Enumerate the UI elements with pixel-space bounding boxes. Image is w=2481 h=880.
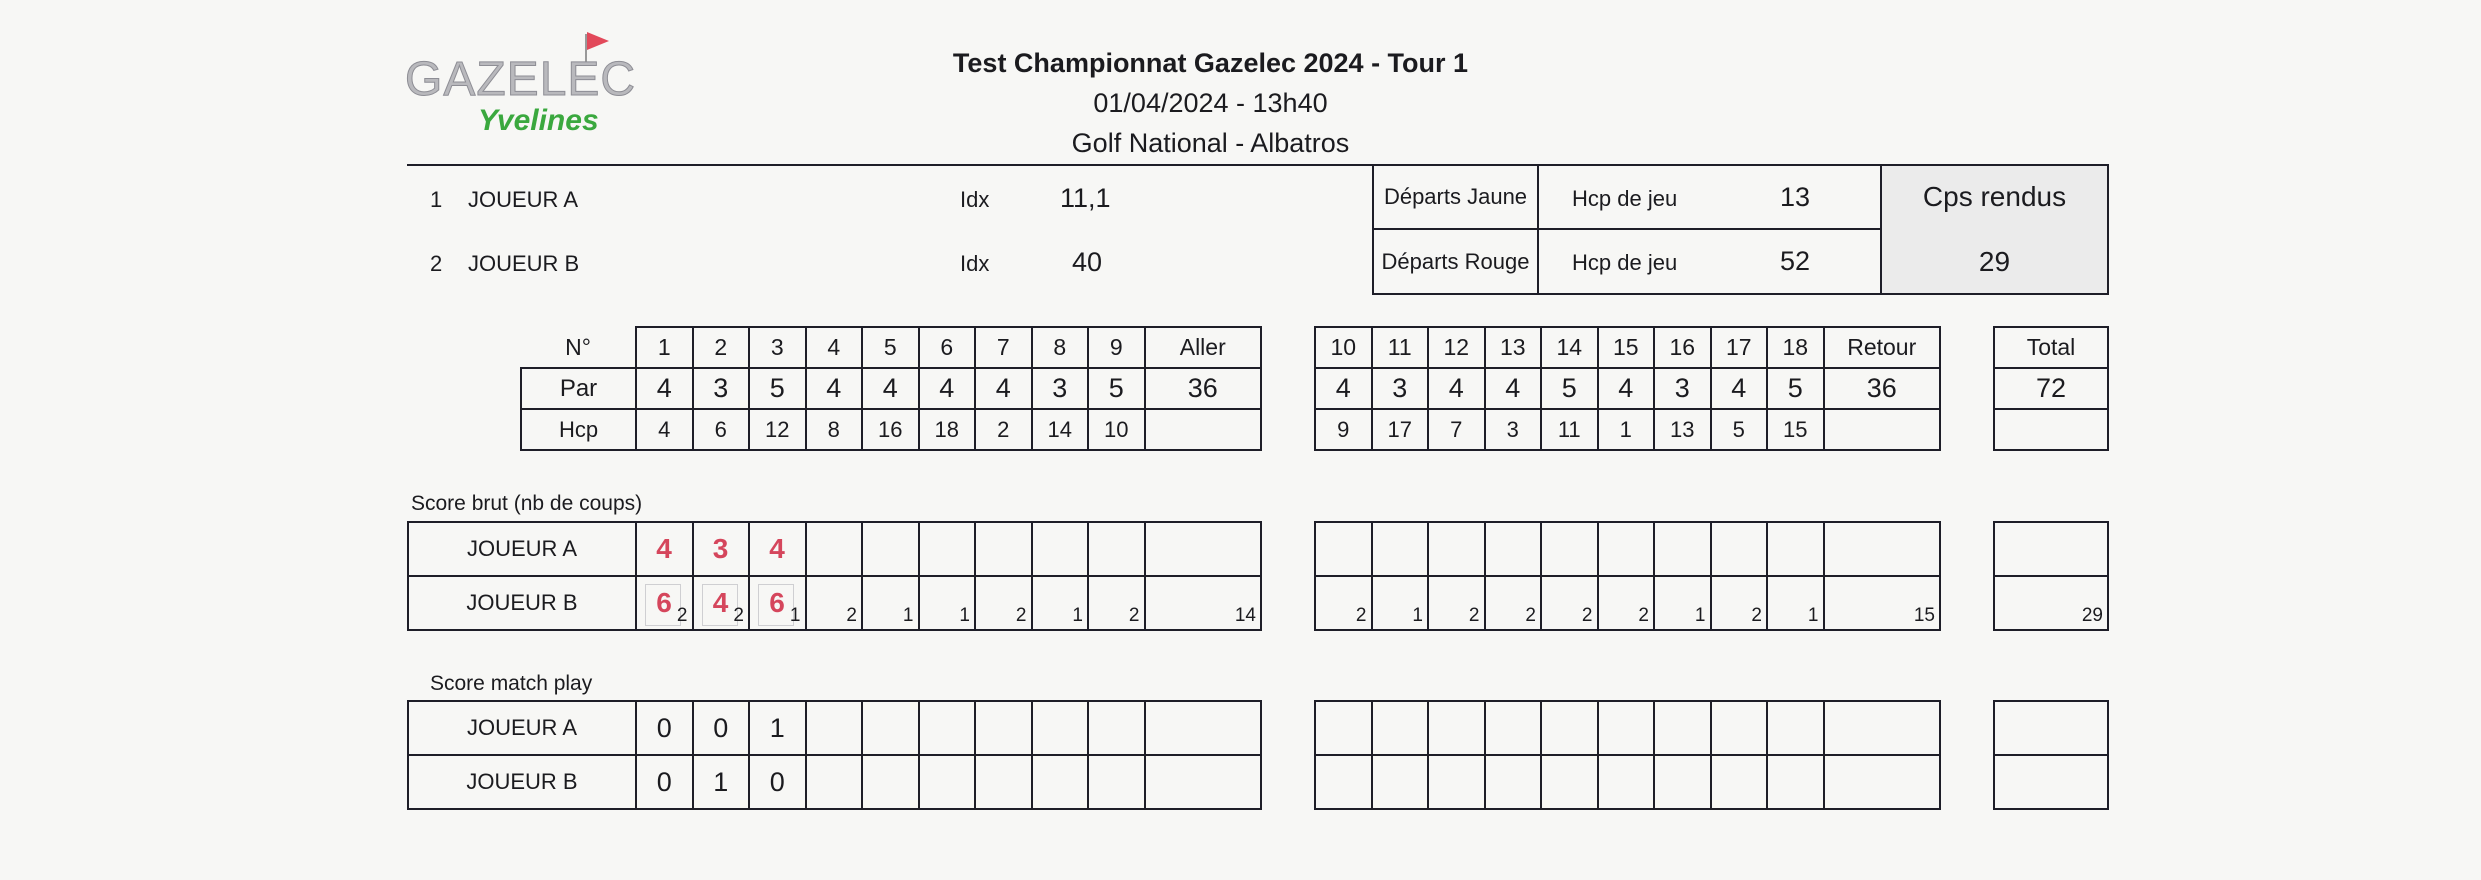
par-value: 3 <box>1372 368 1429 409</box>
hole-number: 14 <box>1541 327 1598 368</box>
par-value: 4 <box>975 368 1032 409</box>
strokes-given-label: Cps rendus <box>1922 181 2067 212</box>
player-2-playing-hcp: 52 <box>1780 246 1811 276</box>
hcp-in-empty <box>1824 409 1941 450</box>
gross-score-cell[interactable] <box>749 522 806 576</box>
par-value: 4 <box>806 368 863 409</box>
match-in-total <box>1824 755 1941 809</box>
tees-col-divider <box>1537 164 1539 295</box>
match-play-label: Score match play <box>430 672 593 695</box>
match-cell[interactable]: 0 <box>749 755 806 809</box>
hole-number: 2 <box>693 327 750 368</box>
match-play-table-in <box>1314 700 1941 810</box>
gross-score-cell[interactable] <box>1767 522 1824 576</box>
gross-total-b <box>1994 576 2108 630</box>
strokes-total: 29 <box>2081 605 2103 626</box>
match-cell[interactable] <box>1315 701 1372 755</box>
score-value: 4 <box>712 587 729 618</box>
par-value: 5 <box>1541 368 1598 409</box>
match-play-table-out <box>407 700 1262 810</box>
out-label: Aller <box>1145 327 1262 368</box>
par-value: 4 <box>636 368 693 409</box>
match-cell[interactable]: 0 <box>636 755 693 809</box>
gross-score-cell[interactable] <box>636 522 693 576</box>
gross-score-cell[interactable] <box>1315 576 1372 630</box>
par-value: 4 <box>1428 368 1485 409</box>
match-player-b-name: JOUEUR B <box>408 755 636 809</box>
par-value: 3 <box>693 368 750 409</box>
score-value: 6 <box>656 587 672 618</box>
course-table-total <box>1993 326 2109 451</box>
hcp-value: 18 <box>919 409 976 450</box>
hole-number: 6 <box>919 327 976 368</box>
hole-number: 9 <box>1088 327 1145 368</box>
hcp-value: 13 <box>1654 409 1711 450</box>
player-1-tees: Départs Jaune <box>1383 184 1528 209</box>
gross-score-cell[interactable] <box>1541 576 1598 630</box>
par-total: 72 <box>1994 368 2108 409</box>
hcp-value: 6 <box>693 409 750 450</box>
gross-score-table-total <box>1993 521 2109 631</box>
gross-score-cell[interactable] <box>636 576 693 630</box>
match-cell[interactable] <box>1088 701 1145 755</box>
match-cell[interactable] <box>1541 755 1598 809</box>
strokes-received: 2 <box>1355 605 1367 626</box>
match-total-b <box>1994 755 2108 809</box>
gross-out-total <box>1145 522 1262 576</box>
par-value: 4 <box>1315 368 1372 409</box>
match-cell[interactable] <box>1541 701 1598 755</box>
match-cell[interactable] <box>1654 755 1711 809</box>
match-cell[interactable] <box>1032 755 1089 809</box>
gross-score-cell[interactable] <box>975 522 1032 576</box>
par-value: 4 <box>1711 368 1768 409</box>
match-cell[interactable] <box>1767 701 1824 755</box>
gross-score-cell[interactable] <box>693 522 750 576</box>
score-value: 4 <box>656 533 672 564</box>
player-1-idx: 11,1 <box>1060 183 1111 213</box>
hole-number: 11 <box>1372 327 1429 368</box>
strokes-received: 2 <box>1015 605 1027 626</box>
par-value: 5 <box>749 368 806 409</box>
course-name: Golf National - Albatros <box>1071 128 1350 158</box>
gross-score-cell[interactable] <box>806 522 863 576</box>
par-value: 3 <box>1654 368 1711 409</box>
par-value: 4 <box>1485 368 1542 409</box>
gross-score-table-in <box>1314 521 1941 631</box>
strokes-received: 2 <box>1638 605 1649 626</box>
hole-number: 1 <box>636 327 693 368</box>
score-value: 3 <box>712 533 729 564</box>
gross-score-cell[interactable] <box>919 576 976 630</box>
gross-score-cell[interactable] <box>1711 576 1768 630</box>
gross-in-total <box>1824 576 1941 630</box>
match-play-table-total <box>1993 700 2109 810</box>
gross-score-label: Score brut (nb de coups) <box>411 492 643 515</box>
par-value: 4 <box>919 368 976 409</box>
player-2-tees: Départs Rouge <box>1381 248 1530 274</box>
player-1-playing-hcp: 13 <box>1780 182 1811 212</box>
gross-score-cell[interactable] <box>1711 522 1768 576</box>
logo-yvelines: Yvelines <box>478 104 599 137</box>
match-out-total <box>1145 755 1262 809</box>
match-cell[interactable] <box>1372 701 1429 755</box>
gross-score-cell[interactable] <box>749 576 806 630</box>
match-player-a-name: JOUEUR A <box>408 701 636 755</box>
gross-score-cell[interactable] <box>1541 522 1598 576</box>
hole-number: 5 <box>862 327 919 368</box>
match-cell[interactable] <box>1654 701 1711 755</box>
gross-total-a <box>1994 522 2108 576</box>
hole-number: 13 <box>1485 327 1542 368</box>
match-cell[interactable] <box>1711 755 1768 809</box>
par-value: 5 <box>1088 368 1145 409</box>
gross-score-cell[interactable] <box>1315 522 1372 576</box>
course-table-out <box>520 326 1262 451</box>
strokes-received: 1 <box>1807 605 1819 626</box>
hcp-value: 4 <box>636 409 693 450</box>
hcp-value: 10 <box>1088 409 1145 450</box>
gross-score-cell[interactable] <box>1088 522 1145 576</box>
hcp-value: 11 <box>1541 409 1598 450</box>
par-value: 4 <box>1598 368 1655 409</box>
match-cell[interactable]: 0 <box>693 701 750 755</box>
event-datetime: 01/04/2024 - 13h40 <box>1093 88 1328 118</box>
gross-score-cell[interactable] <box>1372 522 1429 576</box>
match-cell[interactable] <box>806 701 863 755</box>
gross-score-cell[interactable] <box>1032 576 1089 630</box>
gross-score-cell[interactable] <box>1088 576 1145 630</box>
match-in-total <box>1824 701 1941 755</box>
par-in-total: 36 <box>1824 368 1941 409</box>
strokes-received: 1 <box>1072 605 1083 626</box>
hole-number: 8 <box>1032 327 1089 368</box>
match-cell[interactable] <box>1032 701 1089 755</box>
strokes-received: 2 <box>733 605 744 626</box>
match-cell[interactable] <box>1767 755 1824 809</box>
hcp-value: 3 <box>1485 409 1542 450</box>
hcp-value: 9 <box>1315 409 1372 450</box>
hcp-total-empty <box>1994 409 2108 450</box>
gross-score-cell[interactable] <box>1372 576 1429 630</box>
score-value: 4 <box>769 533 785 564</box>
match-cell[interactable] <box>1088 755 1145 809</box>
in-label: Retour <box>1824 327 1941 368</box>
match-cell[interactable]: 0 <box>636 701 693 755</box>
par-label: Par <box>521 368 636 409</box>
hole-number: 3 <box>749 327 806 368</box>
gross-score-table-out <box>407 521 1262 631</box>
match-cell[interactable]: 1 <box>693 755 750 809</box>
match-cell[interactable] <box>806 755 863 809</box>
player-1-hcp-label: Hcp de jeu <box>1572 186 1678 211</box>
strokes-received: 2 <box>1128 605 1140 626</box>
strokes-given-value: 29 <box>1978 246 2011 277</box>
player-2-hcp-label: Hcp de jeu <box>1572 250 1678 275</box>
par-out-total: 36 <box>1145 368 1262 409</box>
hcp-value: 12 <box>749 409 806 450</box>
match-cell[interactable] <box>1598 755 1655 809</box>
hcp-value: 2 <box>975 409 1032 450</box>
strokes-received: 1 <box>1412 605 1423 626</box>
match-cell[interactable] <box>1598 701 1655 755</box>
match-cell[interactable] <box>919 755 976 809</box>
match-cell[interactable] <box>975 701 1032 755</box>
strokes-received: 2 <box>1581 605 1593 626</box>
hcp-label: Hcp <box>521 409 636 450</box>
match-cell[interactable] <box>862 701 919 755</box>
hcp-value: 5 <box>1711 409 1768 450</box>
gross-score-cell[interactable] <box>693 576 750 630</box>
hole-number: 15 <box>1598 327 1655 368</box>
strokes-received: 1 <box>789 605 801 626</box>
match-cell[interactable] <box>862 755 919 809</box>
gross-score-cell[interactable] <box>1598 522 1655 576</box>
gross-score-cell[interactable] <box>1485 522 1542 576</box>
hcp-value: 16 <box>862 409 919 450</box>
gross-score-cell[interactable] <box>919 522 976 576</box>
par-value: 4 <box>862 368 919 409</box>
match-cell[interactable] <box>919 701 976 755</box>
match-cell[interactable]: 1 <box>749 701 806 755</box>
strokes-received: 1 <box>959 605 970 626</box>
hole-number: 12 <box>1428 327 1485 368</box>
gross-score-cell[interactable] <box>1767 576 1824 630</box>
gross-score-cell[interactable] <box>1485 576 1542 630</box>
hcp-value: 7 <box>1428 409 1485 450</box>
player-1-idx-label: Idx <box>960 187 990 212</box>
strokes-received: 2 <box>1751 605 1762 626</box>
par-value: 5 <box>1767 368 1824 409</box>
match-cell[interactable] <box>1315 755 1372 809</box>
match-cell[interactable] <box>1485 755 1542 809</box>
strokes-received: 1 <box>1694 605 1706 626</box>
hcp-value: 15 <box>1767 409 1824 450</box>
strokes-received: 2 <box>676 605 688 626</box>
gross-score-cell[interactable] <box>1654 522 1711 576</box>
match-cell[interactable] <box>1428 755 1485 809</box>
gross-player-a-name: JOUEUR A <box>408 522 636 576</box>
match-total-a <box>1994 701 2108 755</box>
hcp-out-empty <box>1145 409 1262 450</box>
match-cell[interactable] <box>1711 701 1768 755</box>
gross-score-cell[interactable] <box>1598 576 1655 630</box>
gross-player-b-name: JOUEUR B <box>408 576 636 630</box>
player-1-name: JOUEUR A <box>468 187 579 212</box>
hole-number: 18 <box>1767 327 1824 368</box>
hole-number: 17 <box>1711 327 1768 368</box>
hole-number: 16 <box>1654 327 1711 368</box>
player-2-idx: 40 <box>1072 247 1103 277</box>
hole-number: 10 <box>1315 327 1372 368</box>
player-2-idx-label: Idx <box>960 251 990 276</box>
strokes-received: 2 <box>1468 605 1480 626</box>
page-title: Test Championnat Gazelec 2024 - Tour 1 <box>952 48 1469 78</box>
match-cell[interactable] <box>1485 701 1542 755</box>
gross-score-cell[interactable] <box>1428 576 1485 630</box>
gross-out-total <box>1145 576 1262 630</box>
logo-gazelec: GAZELEC <box>405 53 637 106</box>
hcp-value: 1 <box>1598 409 1655 450</box>
gross-score-cell[interactable] <box>975 576 1032 630</box>
course-table-in <box>1314 326 1941 451</box>
score-value: 6 <box>769 587 785 618</box>
hole-number: 7 <box>975 327 1032 368</box>
match-cell[interactable] <box>1372 755 1429 809</box>
gross-score-cell[interactable] <box>862 522 919 576</box>
gross-score-cell[interactable] <box>1654 576 1711 630</box>
hcp-value: 17 <box>1372 409 1429 450</box>
par-value: 3 <box>1032 368 1089 409</box>
strokes-in-total: 15 <box>1913 605 1935 626</box>
strokes-out-total: 14 <box>1234 605 1256 626</box>
player-2-name: JOUEUR B <box>468 251 580 276</box>
match-cell[interactable] <box>975 755 1032 809</box>
gross-score-cell[interactable] <box>1428 522 1485 576</box>
gross-score-cell[interactable] <box>1032 522 1089 576</box>
player-2-number: 2 <box>430 251 443 276</box>
hcp-value: 8 <box>806 409 863 450</box>
match-out-total <box>1145 701 1262 755</box>
gross-in-total <box>1824 522 1941 576</box>
strokes-received: 1 <box>902 605 914 626</box>
hole-number: 4 <box>806 327 863 368</box>
player-1-number: 1 <box>430 187 443 212</box>
gross-score-cell[interactable] <box>862 576 919 630</box>
hole-label: N° <box>565 333 591 360</box>
strokes-received: 2 <box>846 605 857 626</box>
strokes-received: 2 <box>1525 605 1536 626</box>
gross-score-cell[interactable] <box>806 576 863 630</box>
total-label: Total <box>1994 327 2108 368</box>
hcp-value: 14 <box>1032 409 1089 450</box>
match-cell[interactable] <box>1428 701 1485 755</box>
